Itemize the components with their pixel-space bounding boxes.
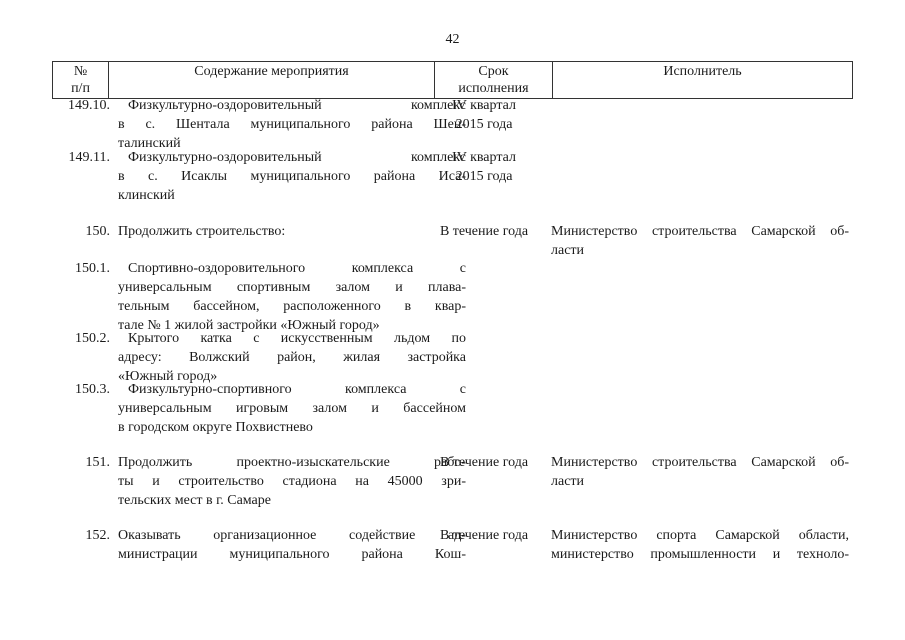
content-line: клинский [118,188,175,203]
row-content [118,453,466,510]
row-content [118,259,466,335]
term-line: 2015 года [455,169,513,184]
content-line: Оказывать организационное содействие ад- [118,528,466,543]
row-number: 150.2. [75,331,110,346]
term-line: В течение года [439,528,529,543]
content-line: в с. Исаклы муниципального района Иса- [118,169,466,184]
executor-line: министерство промышленности и техноло- [551,547,849,562]
row-term [424,526,544,545]
row-term [424,453,544,472]
row-executor [551,453,849,491]
header-executor: Исполнитель [553,62,853,99]
row-term [424,148,544,186]
content-line: в с. Шентала муниципального района Шен- [118,117,466,132]
row-number: 150.3. [75,382,110,397]
content-line: Продолжить проектно-изыскательские рабо- [118,455,466,470]
row-content [118,329,466,386]
content-line: тале № 1 жилой застройки «Южный город» [118,318,380,333]
executor-line: ласти [551,243,585,258]
content-line: Физкультурно-оздоровительный комплекс [128,150,466,165]
row-content [118,526,466,564]
row-content [118,96,466,153]
content-line: министрации муниципального района Кош- [118,547,466,562]
content-line: адресу: Волжский район, жилая застройка [118,350,466,365]
content-line: Продолжить строительство: [118,224,286,239]
row-number: 149.10. [68,98,110,113]
term-line: IV квартал [452,98,516,113]
executor-line: Министерство строительства Самарской об- [551,455,849,470]
header-num-line-1: № [73,64,88,79]
executor-line: Министерство строительства Самарской об- [551,224,849,239]
header-num-line-2: п/п [71,81,90,96]
content-line: талинский [118,136,181,151]
row-content [118,380,466,437]
content-line: Крытого катка с искусственным льдом по [128,331,466,346]
executor-line: ласти [551,474,585,489]
content-line: универсальным спортивным залом и плава- [118,280,466,295]
term-line: В течение года [439,455,529,470]
content-line: тельным бассейном, расположенного в квар- [118,299,466,314]
page-number: 42 [445,32,460,47]
content-line: Спортивно-оздоровительного комплекса с [128,261,466,276]
row-term [424,96,544,134]
table-header [52,61,853,99]
header-content: Содержание мероприятия [109,62,435,99]
content-line: ты и строительство стадиона на 45000 зри- [118,474,466,489]
row-term [424,222,544,241]
term-line: IV квартал [452,150,516,165]
term-line: 2015 года [455,117,513,132]
header-term-line-2: исполнения [458,81,529,96]
executor-line: Министерство спорта Самарской области, [551,528,849,543]
term-line: В течение года [439,224,529,239]
content-line: «Южный город» [118,369,218,384]
content-line: Физкультурно-спортивного комплекса с [128,382,466,397]
row-number: 150. [85,224,110,239]
content-line: в городском округе Похвистнево [118,420,313,435]
row-executor [551,222,849,260]
row-content [118,222,466,241]
row-number: 151. [85,455,110,470]
header-term [435,62,553,99]
header-num [53,62,109,99]
row-content [118,148,466,205]
content-line: Физкультурно-оздоровительный комплекс [128,98,466,113]
row-number: 152. [85,528,110,543]
row-executor [551,526,849,564]
row-number: 149.11. [68,150,110,165]
content-line: тельских мест в г. Самаре [118,493,271,508]
content-line: универсальным игровым залом и бассейном [118,401,466,416]
row-number: 150.1. [75,261,110,276]
header-term-line-1: Срок [478,64,509,79]
